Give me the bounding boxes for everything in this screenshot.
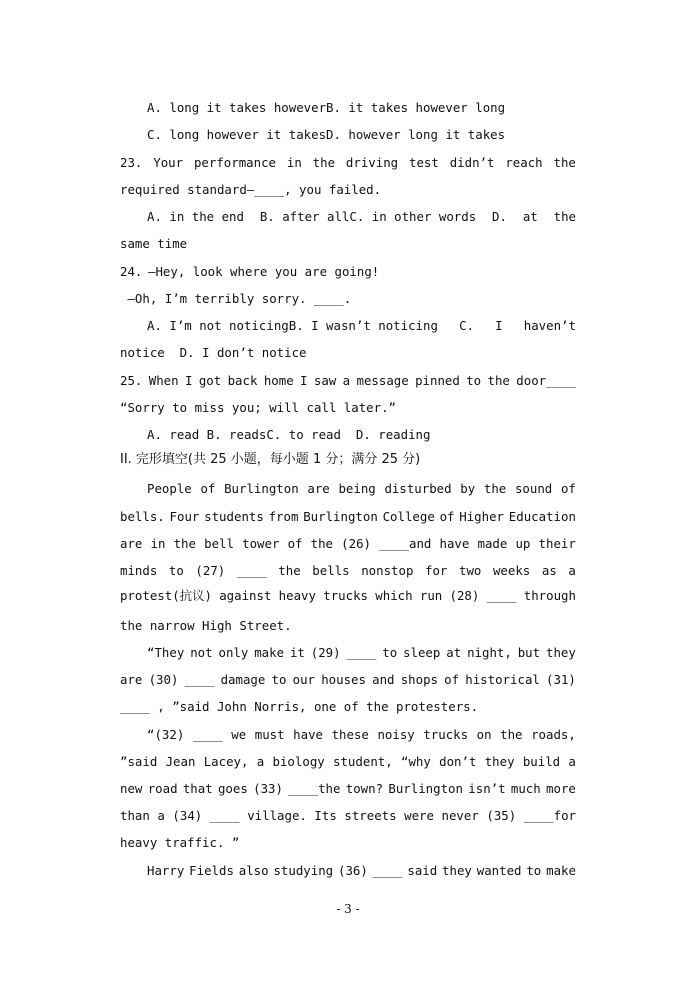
word: I: [300, 373, 308, 388]
word: pinned: [415, 373, 460, 388]
word: being: [338, 481, 376, 496]
q24-dialogue-line2: —Oh, I’m terribly sorry. ____.: [120, 291, 352, 306]
word: to: [168, 563, 184, 578]
word: also: [238, 863, 269, 878]
word: two: [458, 563, 482, 578]
word: to: [271, 672, 287, 687]
word: must: [254, 727, 285, 742]
word: ____for: [523, 808, 576, 823]
word: students: [204, 509, 264, 524]
word: protest(抗议): [120, 588, 212, 603]
word: they: [442, 863, 472, 878]
word: are: [307, 481, 330, 496]
word: haven’t: [523, 318, 576, 333]
passage-p1-line3: [120, 536, 576, 552]
word: didn’t: [449, 155, 495, 170]
word: the: [487, 373, 510, 388]
word: (28): [449, 588, 480, 603]
q22-options-ab: A. long it takes howeverB. it takes however long: [147, 100, 506, 115]
word: Four: [169, 509, 200, 524]
word: of: [439, 509, 455, 524]
word: 25.: [120, 373, 143, 388]
passage-p3-line2: [120, 754, 576, 770]
word: not: [190, 645, 213, 660]
word: from: [268, 509, 299, 524]
passage-p1-line4: [120, 563, 576, 579]
word: against: [219, 588, 272, 603]
word: (31): [546, 672, 576, 687]
word: a: [568, 754, 576, 769]
word: saw: [313, 373, 337, 388]
word: to: [382, 645, 398, 660]
q24-options: [147, 318, 576, 334]
word: on: [476, 727, 492, 742]
word: ____: [346, 645, 377, 660]
q23-stem-line1: [120, 155, 576, 171]
word: bell: [204, 536, 234, 551]
q23-options: [147, 209, 576, 225]
passage-p1-line2: [120, 509, 576, 525]
word: it: [289, 645, 305, 660]
word: town?: [345, 781, 384, 796]
word: only: [218, 645, 249, 660]
passage-p3-line4: [120, 808, 576, 824]
word: run: [419, 588, 443, 603]
word: for: [425, 563, 448, 578]
word: goes: [217, 781, 248, 796]
word: these: [331, 727, 369, 742]
word: build: [522, 754, 561, 769]
word: a: [256, 754, 265, 769]
word: C.: [459, 318, 474, 333]
word: said: [407, 863, 438, 878]
word: are: [120, 536, 143, 551]
word: sound: [514, 481, 553, 496]
word: ____: [236, 563, 267, 578]
q22-options-cd: C. long however it takesD. however long it takes: [147, 127, 506, 142]
word: disturbed: [384, 481, 452, 496]
word: damage: [220, 672, 266, 687]
word: Your: [153, 155, 184, 170]
word: the: [278, 563, 301, 578]
word: in: [286, 155, 302, 170]
word: College: [382, 509, 435, 524]
q25-options: A. read B. readsC. to read D. reading: [147, 427, 431, 442]
passage-p3-line5: heavy traffic. ”: [120, 835, 240, 850]
word: at: [522, 209, 538, 224]
word: streets: [344, 808, 397, 823]
word: that: [182, 781, 213, 796]
word: Higher: [459, 509, 505, 524]
word: made: [477, 536, 508, 551]
word: roads,: [531, 727, 576, 742]
word: are: [120, 672, 143, 687]
word: as: [541, 563, 557, 578]
word: of: [287, 536, 303, 551]
word: ____: [372, 863, 403, 878]
word: student,: [333, 754, 393, 769]
q23-options-line2: same time: [120, 236, 188, 251]
word: a: [568, 563, 576, 578]
word: home: [263, 373, 294, 388]
word: trucks: [323, 588, 369, 603]
word: isn’t: [468, 781, 506, 796]
word: message: [356, 373, 409, 388]
word: the: [500, 727, 523, 742]
word: D.: [492, 209, 507, 224]
word: wanted: [476, 863, 522, 878]
passage-p1-line1: [147, 481, 576, 497]
word: the: [553, 155, 576, 170]
word: ”said: [120, 754, 158, 769]
passage-p1-line5: [120, 588, 576, 604]
word: ____: [184, 672, 215, 687]
word: reach: [505, 155, 543, 170]
word: never: [441, 808, 479, 823]
word: “(32): [147, 727, 185, 742]
word: the: [483, 481, 507, 496]
word: Burlington: [303, 509, 378, 524]
word: (33): [253, 781, 283, 796]
word: (30): [148, 672, 179, 687]
word: I: [495, 318, 503, 333]
word: historical: [465, 672, 540, 687]
word: of: [560, 481, 576, 496]
word: (29): [310, 645, 341, 660]
word: door____: [516, 373, 576, 388]
q24-dialogue-line1: —Hey, look where you are going!: [148, 264, 380, 279]
passage-p3-line1: [147, 727, 576, 743]
word: (34): [172, 808, 203, 823]
word: a: [342, 373, 351, 388]
word: ____: [486, 588, 517, 603]
word: nonstop: [361, 563, 414, 578]
word: (26): [341, 536, 371, 551]
word: at: [446, 645, 462, 660]
word: noisy: [377, 727, 415, 742]
word: the: [553, 209, 576, 224]
passage-p3-line3: [120, 781, 576, 797]
section-heading: II. 完形填空(共 25 小题，每小题 1 分；满分 25 分): [120, 452, 421, 467]
word: which: [375, 588, 413, 603]
word: but: [517, 645, 541, 660]
word: When: [148, 373, 179, 388]
word: A. in the end: [147, 209, 244, 224]
word: the: [312, 155, 336, 170]
word: biology: [272, 754, 325, 769]
word: heavy: [278, 588, 316, 603]
passage-p2-line1: [147, 645, 576, 661]
word: make: [546, 863, 576, 878]
word: up: [515, 536, 531, 551]
word: a: [157, 808, 165, 823]
word: road: [147, 781, 178, 796]
word: to: [526, 863, 542, 878]
word: (36): [337, 863, 368, 878]
word: than: [120, 808, 150, 823]
word: 23.: [120, 155, 143, 170]
word: weeks: [492, 563, 531, 578]
word: B. after allC. in other words: [259, 209, 477, 224]
word: Burlington: [224, 481, 299, 496]
word: were: [404, 808, 434, 823]
word: ____the: [288, 781, 341, 796]
word: “why: [400, 754, 431, 769]
word: the: [310, 536, 334, 551]
word: night,: [467, 645, 512, 660]
q23-stem-line2: required standard—____, you failed.: [120, 182, 382, 197]
word: by: [460, 481, 476, 496]
word: sleep: [403, 645, 441, 660]
word: Education: [508, 509, 576, 524]
word: and: [372, 672, 395, 687]
word: got: [198, 373, 222, 388]
word: Burlington: [388, 781, 463, 796]
word: have: [293, 727, 324, 742]
word: to: [466, 373, 482, 388]
word: make: [254, 645, 285, 660]
word: they: [484, 754, 515, 769]
word: shops: [400, 672, 438, 687]
q25-stem-line1: [120, 373, 576, 389]
word: Its: [314, 808, 337, 823]
word: bells: [312, 563, 350, 578]
word: the: [173, 536, 196, 551]
q24-options-line2: notice D. I don’t notice: [120, 345, 307, 360]
word: ____and: [379, 536, 432, 551]
word: “They: [147, 645, 185, 660]
word: A. I’m not noticingB. I wasn’t noticing: [147, 318, 438, 333]
word: back: [227, 373, 258, 388]
word: test: [408, 155, 439, 170]
word: performance: [193, 155, 277, 170]
passage-p1-line6: the narrow High Street.: [120, 618, 292, 633]
word: People: [147, 481, 192, 496]
word: studying: [273, 863, 334, 878]
passage-p4-line1: [147, 863, 576, 879]
passage-p2-line3: ____ , ”said John Norris, one of the protesters.: [120, 699, 479, 714]
word: minds: [120, 563, 158, 578]
q24-prefix: 24.: [120, 264, 150, 279]
word: in: [150, 536, 166, 551]
word: village.: [247, 808, 307, 823]
word: I: [184, 373, 193, 388]
passage-p2-line2: [120, 672, 576, 688]
word: Jean: [165, 754, 196, 769]
word: Fields: [189, 863, 234, 878]
word: of: [444, 672, 460, 687]
page-number: - 3 -: [336, 902, 360, 916]
word: of: [200, 481, 216, 496]
word: Lacey,: [203, 754, 249, 769]
word: more: [546, 781, 576, 796]
word: houses: [321, 672, 366, 687]
word: driving: [345, 155, 399, 170]
word: don’t: [439, 754, 477, 769]
word: their: [538, 536, 576, 551]
q25-stem-line2: “Sorry to miss you; will call later.”: [120, 400, 397, 415]
word: through: [523, 588, 576, 603]
word: (27): [195, 563, 226, 578]
word: have: [439, 536, 470, 551]
word: we: [231, 727, 247, 742]
word: new: [120, 781, 143, 796]
word: (35): [486, 808, 517, 823]
word: ____: [192, 727, 223, 742]
word: bells.: [120, 509, 165, 524]
word: ____: [209, 808, 240, 823]
word: our: [292, 672, 316, 687]
word: tower: [242, 536, 280, 551]
word: they: [546, 645, 576, 660]
word: Harry: [147, 863, 185, 878]
word: trucks: [423, 727, 469, 742]
word: much: [510, 781, 541, 796]
